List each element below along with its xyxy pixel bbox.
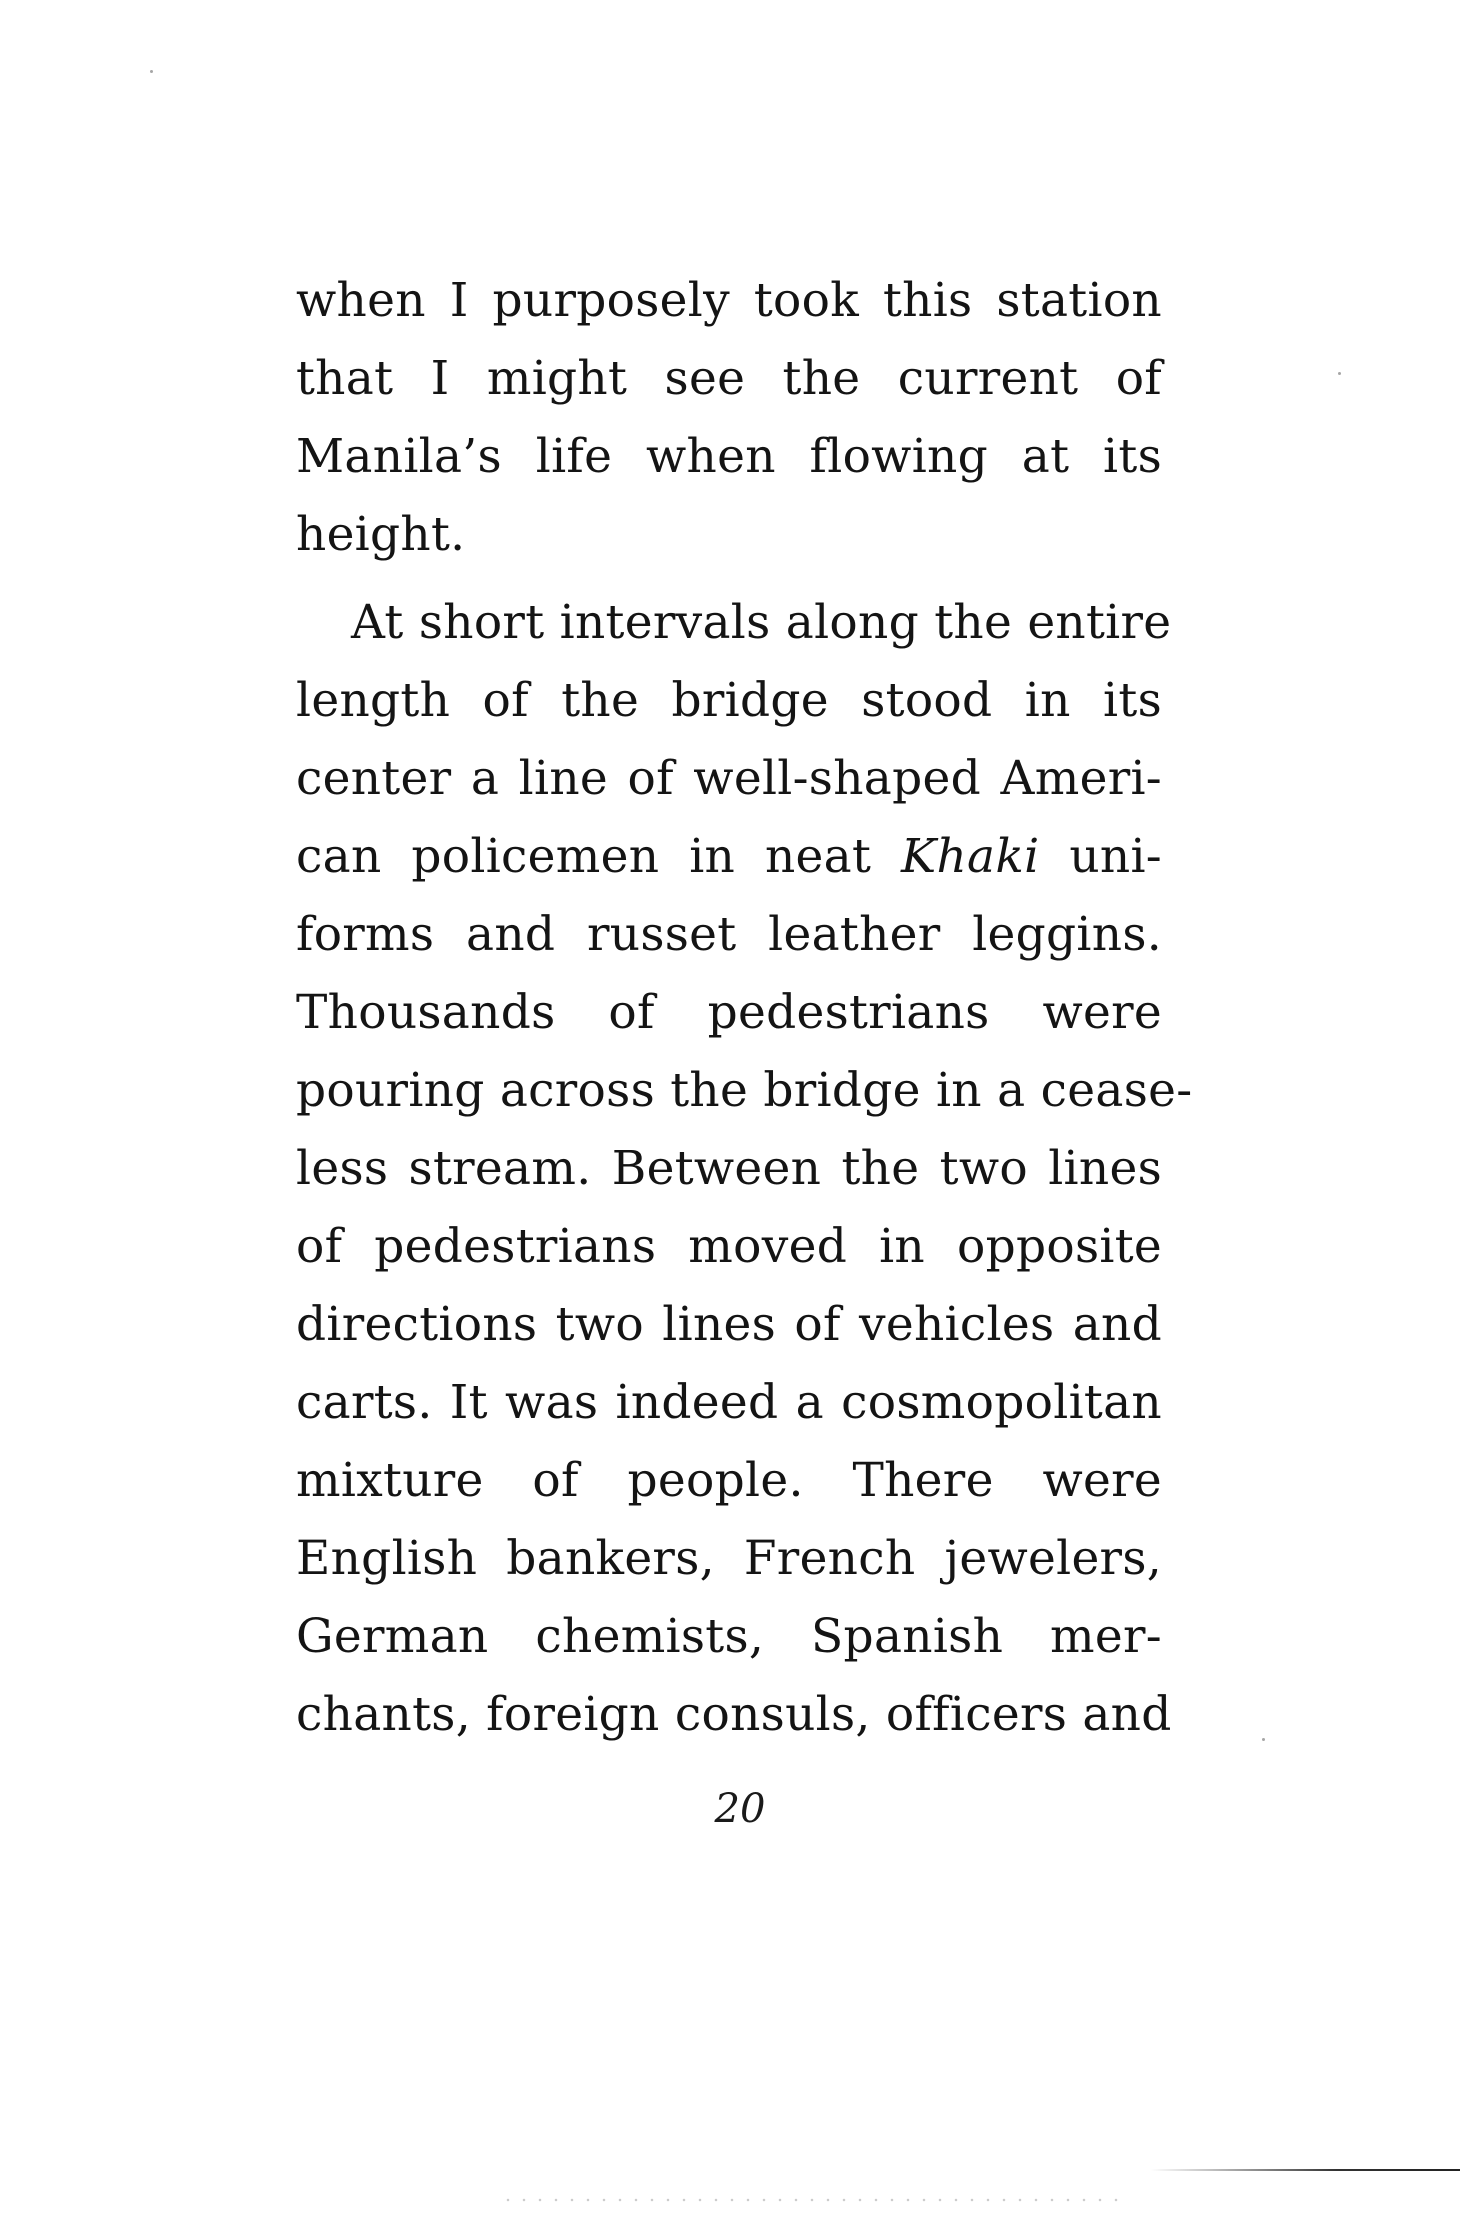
text-line: carts. It was indeed a cosmopolitan [296, 1375, 1162, 1430]
page-number: 20 [714, 1786, 766, 1832]
text-line: German chemists, Spanish mer- [296, 1609, 1162, 1664]
text-line: forms and russet leather leggins. [296, 907, 1162, 962]
text-line: Thousands of pedestrians were [296, 985, 1162, 1040]
text-line: that I might see the current of [296, 351, 1162, 406]
text-line: height. [296, 507, 466, 562]
text-line: center a line of well-shaped Ameri- [296, 751, 1162, 806]
text-segment: can policemen in neat [296, 829, 902, 884]
text-line: At short intervals along the entire [351, 595, 1172, 650]
text-line: of pedestrians moved in opposite [296, 1219, 1162, 1274]
paragraph-gap [296, 574, 1162, 584]
body-text [296, 262, 1193, 1754]
text-segment: uni- [1039, 829, 1162, 884]
text-line: directions two lines of vehicles and [296, 1297, 1162, 1352]
paragraph [296, 262, 1162, 574]
italic-term: Khaki [901, 829, 1040, 884]
scan-speck [1338, 372, 1341, 375]
text-line: pouring across the bridge in a cease- [296, 1063, 1193, 1118]
text-line [296, 818, 1162, 896]
text-line: mixture of people. There were [296, 1453, 1162, 1508]
text-line: Manila’s life when flowing at its [296, 429, 1162, 484]
text-line: less stream. Between the two lines [296, 1141, 1162, 1196]
paragraph [296, 584, 1193, 1754]
scan-edge-rule [1150, 2169, 1460, 2171]
scan-edge-dots [500, 2198, 1120, 2202]
text-line: chants, foreign consuls, officers and [296, 1687, 1172, 1742]
text-line: English bankers, French jewelers, [296, 1531, 1162, 1586]
text-line: length of the bridge stood in its [296, 673, 1162, 728]
text-line: when I purposely took this station [296, 273, 1162, 328]
scan-speck [1262, 1738, 1265, 1741]
scan-speck [150, 70, 153, 73]
